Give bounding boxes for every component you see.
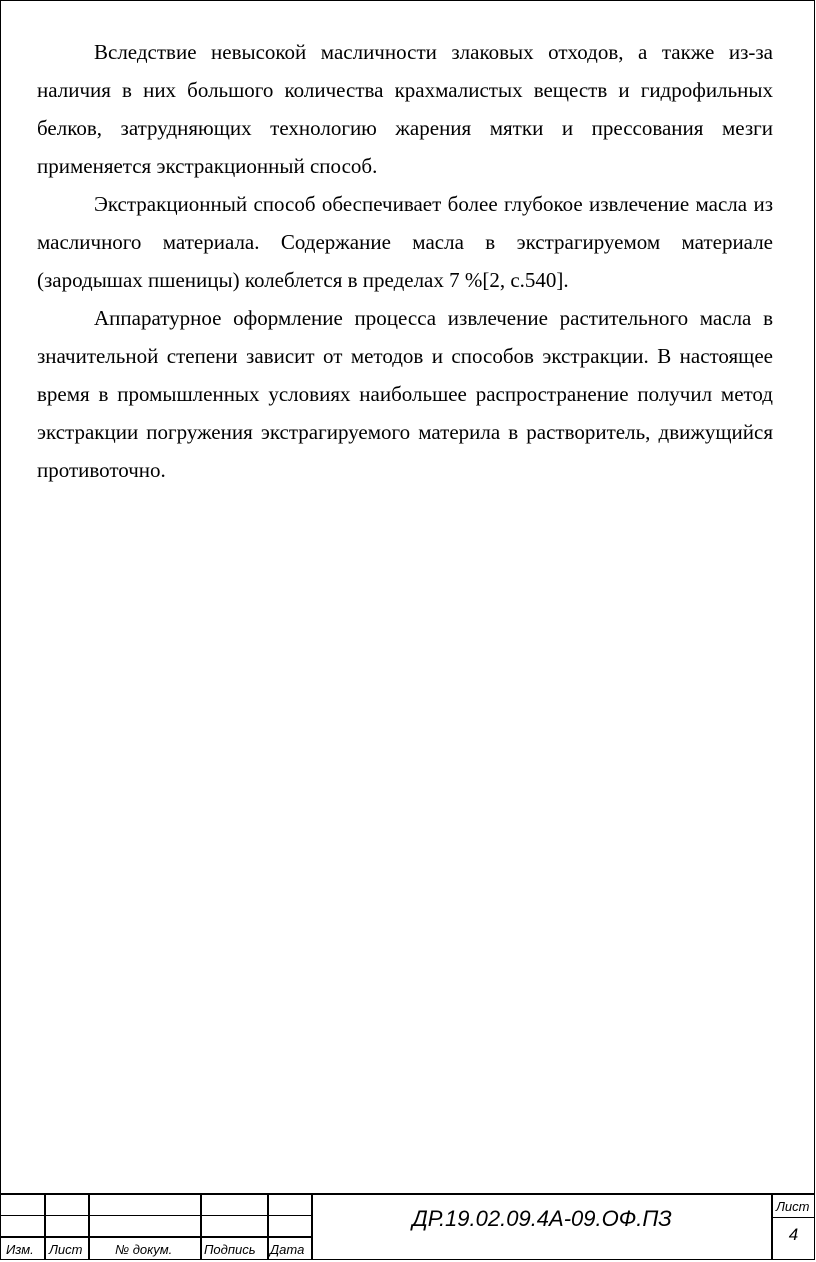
stamp-col-dokum: № докум. bbox=[115, 1242, 173, 1257]
paragraph-2: Экстракционный способ обеспечивает более глубокое извлечение масла из масличного материала. Содержание масла в экстрагируемом материале (зародышах пшеницы) колеблется в пределах 7 %[2, с.540]. bbox=[37, 192, 773, 292]
stamp-row-line bbox=[0, 1236, 311, 1238]
stamp-col-data: Дата bbox=[270, 1242, 305, 1257]
paragraph-1: Вследствие невысокой масличности злаковых отходов, а также из-за наличия в них большого количества крахмалистых веществ и гидрофильных белков, затрудняющих технологию жарения мятки и прессования мезги применяется экстракционный способ. bbox=[37, 40, 773, 178]
stamp-col-podpis: Подпись bbox=[204, 1242, 256, 1257]
stamp-divider bbox=[200, 1195, 202, 1260]
document-body bbox=[37, 33, 773, 489]
stamp-row-line bbox=[771, 1217, 815, 1218]
sheet-number: 4 bbox=[788, 1225, 799, 1244]
stamp-divider bbox=[88, 1195, 90, 1260]
stamp-divider bbox=[44, 1195, 46, 1260]
stamp-row-line bbox=[0, 1215, 311, 1216]
paragraph-3: Аппаратурное оформление процесса извлечение растительного масла в значительной степени зависит от методов и способов экстракции. В настоящее время в промышленных условиях наибольшее распространение получил метод экстракции погружения экстрагируемого материла в растворитель, движущийся противоточно. bbox=[37, 306, 773, 482]
document-code: ДР.19.02.09.4А-09.ОФ.ПЗ bbox=[412, 1206, 672, 1231]
title-block bbox=[0, 1193, 815, 1260]
stamp-col-list: Лист bbox=[49, 1242, 83, 1257]
sheet-label: Лист bbox=[776, 1199, 810, 1214]
stamp-divider bbox=[267, 1195, 269, 1260]
stamp-col-izm: Изм. bbox=[6, 1242, 34, 1257]
